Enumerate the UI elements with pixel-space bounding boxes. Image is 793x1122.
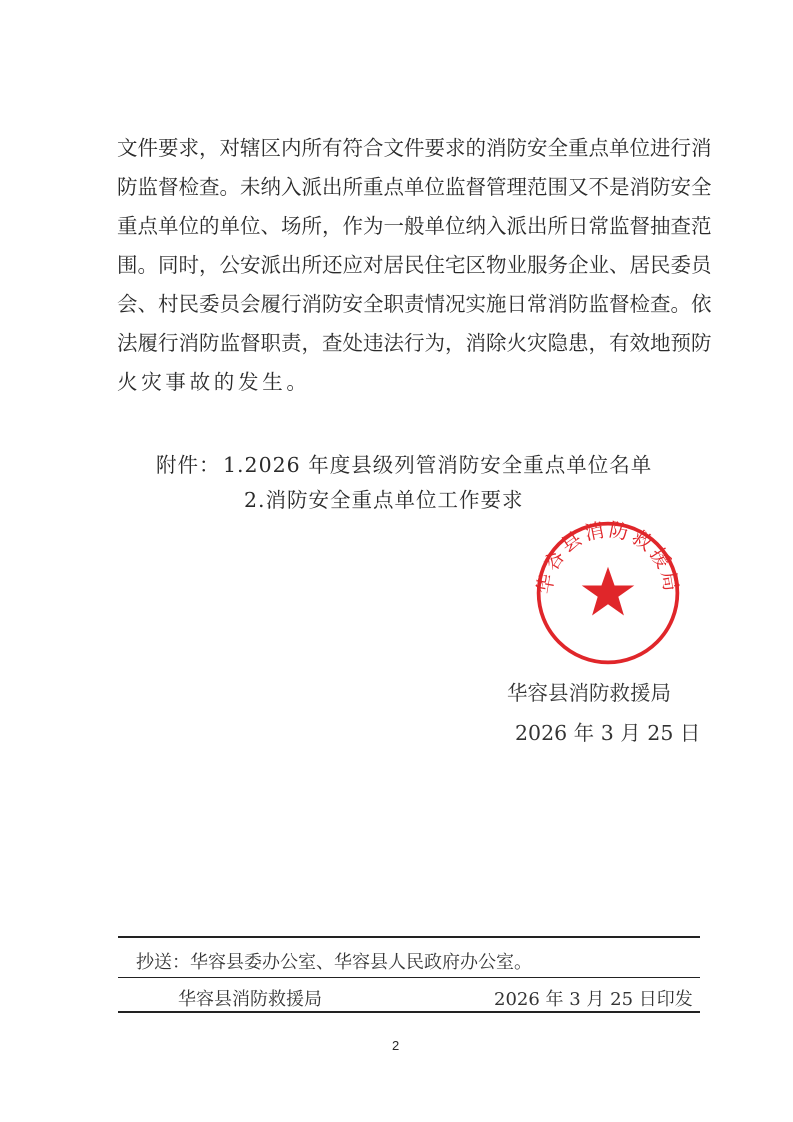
body-line: 火灾事故的发生。 [117, 370, 311, 394]
issue-date: 2026 年 3 月 25 日印发 [494, 989, 693, 1010]
body-line: 文件要求，对辖区内所有符合文件要求的消防安全重点单位进行消 [117, 136, 712, 160]
page-number: 2 [392, 1038, 400, 1053]
body-line: 会、村民委员会履行消防安全职责情况实施日常消防监督检查。依 [117, 292, 712, 316]
cc-line: 抄送：华容县委办公室、华容县人民政府办公室。 [136, 952, 532, 973]
attachment-item: 1.2026 年度县级列管消防安全重点单位名单 [223, 453, 653, 477]
body-line: 围。同时，公安派出所还应对居民住宅区物业服务企业、居民委员 [117, 253, 712, 277]
issuer: 华容县消防救援局 [178, 989, 322, 1010]
body-line: 法履行消防监督职责，查处违法行为，消除火灾隐患，有效地预防 [117, 331, 712, 355]
footer-rule-top [118, 936, 700, 938]
seal-text: 华容县消防救援局 [533, 518, 683, 596]
signature-org: 华容县消防救援局 [507, 681, 671, 705]
body-paragraph [117, 132, 712, 405]
attachment-item: 2.消防安全重点单位工作要求 [244, 488, 524, 512]
footer-rule-middle [118, 977, 700, 978]
body-line: 防监督检查。未纳入派出所重点单位监督管理范围又不是消防安全 [117, 175, 712, 199]
attachment-label: 附件： [156, 453, 221, 477]
official-seal-icon [533, 518, 683, 668]
body-line: 重点单位的单位、场所，作为一般单位纳入派出所日常监督抽查范 [117, 214, 712, 238]
footer-rule-bottom [118, 1011, 700, 1013]
signature-date: 2026 年 3 月 25 日 [515, 721, 701, 745]
